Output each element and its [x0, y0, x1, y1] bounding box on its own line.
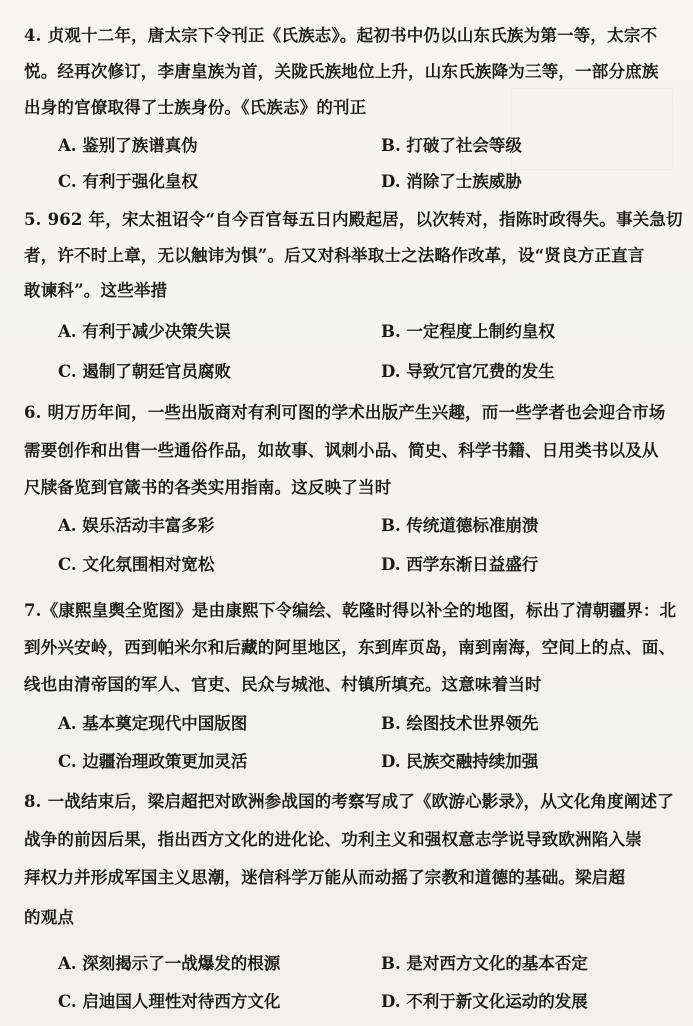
question-text-line: 的观点 — [24, 908, 75, 927]
option-a: A. 基本奠定现代中国版图 — [58, 714, 248, 733]
option-a: A. 深刻揭示了一战爆发的根源 — [58, 954, 281, 973]
question-text-line: 7.《康熙皇舆全览图》是由康熙下令编绘、乾隆时得以补全的地图，标出了清朝疆界：北 — [24, 601, 677, 620]
question-text-line: 者，许不时上章，无以触讳为惧”。后又对科举取士之法略作改革，设“贤良方正直言 — [24, 246, 645, 265]
option-b: B. 绘图技术世界领先 — [381, 714, 539, 733]
option-b: B. 打破了社会等级 — [381, 136, 522, 155]
question-text-line: 需要创作和出售一些通俗作品，如故事、讽刺小品、简史、科学书籍、日用类书以及从 — [24, 441, 659, 460]
option-d: D. 民族交融持续加强 — [381, 752, 539, 771]
option-c: C. 文化氛围相对宽松 — [58, 555, 215, 574]
option-a: A. 有利于减少决策失误 — [58, 322, 231, 341]
question-text-line: 悦。经再次修订，李唐皇族为首，关陇氏族地位上升，山东氏族降为三等，一部分庶族 — [24, 62, 659, 81]
question-text-line: 拜权力并形成军国主义思潮，迷信科学万能从而动摇了宗教和道德的基础。梁启超 — [24, 868, 626, 887]
option-c: C. 有利于强化皇权 — [58, 172, 198, 191]
show-through-shadow — [511, 88, 673, 170]
option-a: A. 鉴别了族谱真伪 — [58, 136, 198, 155]
option-d: D. 导致冗官冗费的发生 — [381, 362, 555, 381]
question-text-line: 4. 贞观十二年，唐太宗下令刊正《氏族志》。起初书中仍以山东氏族为第一等，太宗不 — [24, 26, 658, 45]
question-text-line: 战争的前因后果，指出西方文化的进化论、功利主义和强权意志学说导致欧洲陷入崇 — [24, 830, 642, 849]
question-text-line: 尺牍备览到官箴书的各类实用指南。这反映了当时 — [24, 478, 392, 497]
option-c: C. 遏制了朝廷官员腐败 — [58, 362, 231, 381]
option-c: C. 边疆治理政策更加灵活 — [58, 752, 248, 771]
question-text-line: 线也由清帝国的军人、官吏、民众与城池、村镇所填充。这意味着当时 — [24, 675, 542, 694]
question-text-line: 8. 一战结束后，梁启超把对欧洲参战国的考察写成了《欧游心影录》，从文化角度阐述了 — [24, 792, 674, 811]
question-text-line: 敢谏科”。这些举措 — [24, 281, 168, 300]
option-a: A. 娱乐活动丰富多彩 — [58, 516, 215, 535]
question-text-line: 6. 明万历年间，一些出版商对有利可图的学术出版产生兴趣，而一些学者也会迎合市场 — [24, 403, 666, 422]
option-b: B. 是对西方文化的基本否定 — [381, 954, 588, 973]
option-c: C. 启迪国人理性对待西方文化 — [58, 992, 281, 1011]
option-d: D. 消除了士族威胁 — [381, 172, 522, 191]
question-text-line: 5. 962 年，宋太祖诏令“自今百官每五日内殿起居，以次转对，指陈时政得失。事关急切 — [24, 210, 683, 229]
option-d: D. 西学东渐日益盛行 — [381, 555, 539, 574]
option-b: B. 一定程度上制约皇权 — [381, 322, 555, 341]
option-d: D. 不利于新文化运动的发展 — [381, 992, 588, 1011]
question-text-line: 到外兴安岭，西到帕米尔和后藏的阿里地区，东到库页岛，南到南海，空间上的点、面、 — [24, 638, 676, 657]
question-text-line: 出身的官僚取得了士族身份。《氏族志》的刊正 — [24, 98, 367, 117]
option-b: B. 传统道德标准崩溃 — [381, 516, 539, 535]
